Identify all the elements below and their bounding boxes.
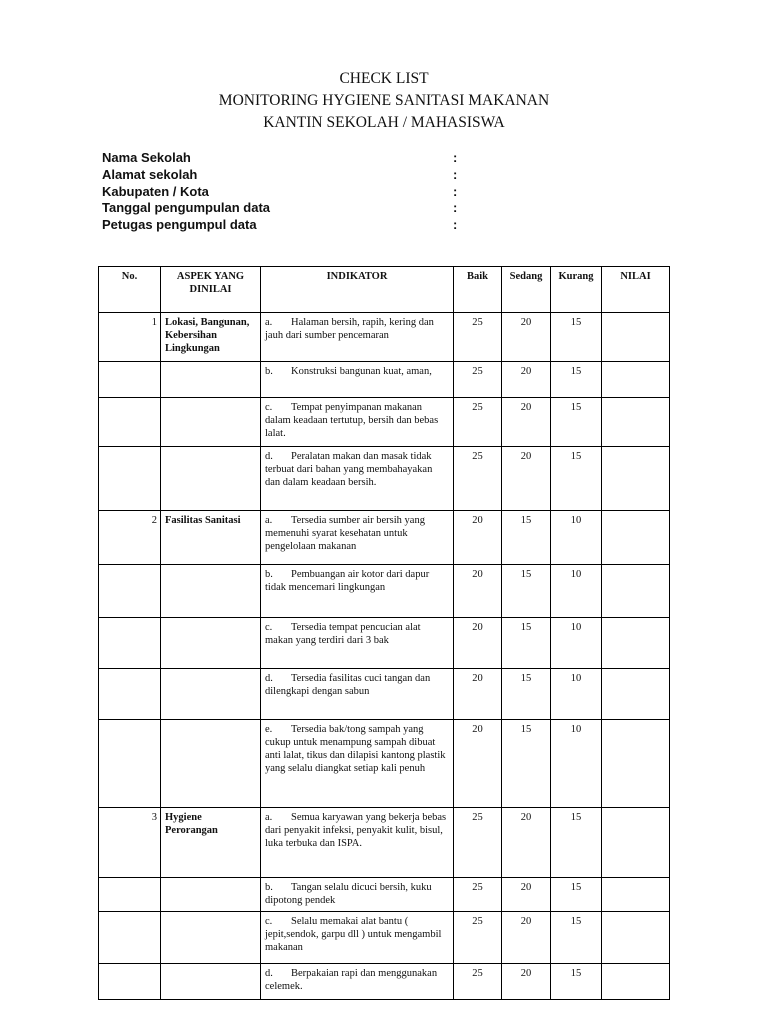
- row-kurang: 10: [551, 618, 602, 669]
- row-indikator: [261, 964, 454, 1000]
- row-sedang: 15: [502, 669, 551, 720]
- header-indikator: INDIKATOR: [261, 267, 454, 313]
- row-number: [99, 447, 161, 511]
- row-indikator: [261, 720, 454, 808]
- row-kurang: 10: [551, 669, 602, 720]
- row-aspek: [161, 565, 261, 618]
- row-sedang: 20: [502, 313, 551, 362]
- row-indikator: [261, 808, 454, 878]
- row-indikator: [261, 878, 454, 912]
- info-label: Petugas pengumpul data: [102, 217, 257, 233]
- row-kurang: 15: [551, 398, 602, 447]
- row-aspek: [161, 669, 261, 720]
- info-colon: :: [453, 150, 458, 165]
- title-line-3: KANTIN SEKOLAH / MAHASISWA: [263, 114, 505, 131]
- info-label: Tanggal pengumpulan data: [102, 200, 271, 216]
- indikator-letter: c.: [265, 622, 273, 633]
- row-nilai[interactable]: [602, 720, 670, 808]
- row-sedang: 15: [502, 511, 551, 565]
- indikator-text: Konstruksi bangunan kuat, aman,: [291, 366, 432, 377]
- info-label: Kabupaten / Kota: [102, 183, 209, 199]
- row-aspek: Hygiene Perorangan: [161, 808, 261, 878]
- row-nilai[interactable]: [602, 878, 670, 912]
- table-row: [99, 447, 670, 511]
- indikator-text: Halaman bersih, rapih, kering dan jauh dari sumber pencemaran: [265, 317, 434, 341]
- row-sedang: 15: [502, 720, 551, 808]
- row-sedang: 15: [502, 618, 551, 669]
- table-row: [99, 878, 670, 912]
- table-row: [99, 398, 670, 447]
- row-aspek: [161, 447, 261, 511]
- table-row: [99, 964, 670, 1000]
- row-number: [99, 362, 161, 398]
- row-indikator: [261, 313, 454, 362]
- row-kurang: 10: [551, 720, 602, 808]
- row-nilai[interactable]: [602, 964, 670, 1000]
- row-baik: 25: [454, 398, 502, 447]
- indikator-letter: d.: [265, 968, 273, 979]
- row-sedang: 15: [502, 565, 551, 618]
- row-number: 2: [99, 511, 161, 565]
- header-aspek: ASPEK YANG DINILAI: [161, 267, 261, 313]
- indikator-letter: b.: [265, 569, 273, 580]
- row-number: [99, 912, 161, 964]
- info-row-alamat-sekolah: [102, 167, 482, 184]
- row-aspek: [161, 362, 261, 398]
- indikator-letter: c.: [265, 402, 273, 413]
- row-kurang: 15: [551, 313, 602, 362]
- row-sedang: 20: [502, 878, 551, 912]
- row-baik: 25: [454, 912, 502, 964]
- row-aspek: [161, 878, 261, 912]
- header-kurang: Kurang: [551, 267, 602, 313]
- info-label: Alamat sekolah: [102, 166, 198, 182]
- checklist-table: [98, 266, 670, 1000]
- row-number: [99, 565, 161, 618]
- row-nilai[interactable]: [602, 313, 670, 362]
- row-baik: 20: [454, 669, 502, 720]
- table-row: [99, 565, 670, 618]
- row-sedang: 20: [502, 964, 551, 1000]
- row-aspek: [161, 720, 261, 808]
- row-nilai[interactable]: [602, 669, 670, 720]
- indikator-text: Berpakaian rapi dan menggunakan celemek.: [265, 968, 438, 992]
- row-baik: 20: [454, 720, 502, 808]
- info-row-tanggal: [102, 200, 482, 217]
- info-label: Nama Sekolah: [102, 150, 191, 165]
- row-nilai[interactable]: [602, 808, 670, 878]
- info-colon: :: [453, 217, 458, 233]
- table-row: [99, 511, 670, 565]
- indikator-text: Pembuangan air kotor dari dapur tidak mencemari lingkungan: [265, 569, 430, 593]
- row-nilai[interactable]: [602, 618, 670, 669]
- header-baik: Baik: [454, 267, 502, 313]
- indikator-text: Peralatan makan dan masak tidak terbuat dari bahan yang membahayakan dan dalam keadaan bersih.: [265, 451, 433, 488]
- row-number: [99, 964, 161, 1000]
- info-row-petugas: [102, 217, 482, 234]
- row-baik: 25: [454, 964, 502, 1000]
- row-baik: 25: [454, 808, 502, 878]
- row-indikator: [261, 447, 454, 511]
- row-baik: 25: [454, 878, 502, 912]
- info-colon: :: [453, 200, 458, 216]
- row-nilai[interactable]: [602, 362, 670, 398]
- row-number: [99, 398, 161, 447]
- info-block: [102, 150, 482, 234]
- row-number: [99, 618, 161, 669]
- table-row: [99, 720, 670, 808]
- table-header-row: [99, 267, 670, 313]
- indikator-letter: d.: [265, 451, 273, 462]
- row-number: 1: [99, 313, 161, 362]
- row-indikator: [261, 565, 454, 618]
- row-aspek: Lokasi, Bangunan, Kebersihan Lingkungan: [161, 313, 261, 362]
- indikator-text: Tersedia fasilitas cuci tangan dan dilengkapi dengan sabun: [265, 673, 431, 697]
- info-colon: :: [453, 166, 458, 182]
- indikator-letter: c.: [265, 916, 273, 927]
- table-row: [99, 669, 670, 720]
- indikator-letter: a.: [265, 812, 273, 823]
- table-row: [99, 912, 670, 964]
- row-nilai[interactable]: [602, 447, 670, 511]
- table-row: [99, 362, 670, 398]
- row-number: [99, 669, 161, 720]
- indikator-text: Tersedia bak/tong sampah yang cukup untuk menampung sampah dibuat anti lalat, tikus dan dilapisi kantong plastik yang selalu diangkat setiap kali penuh: [265, 724, 446, 774]
- indikator-letter: e.: [265, 724, 273, 735]
- row-baik: 25: [454, 447, 502, 511]
- row-baik: 20: [454, 565, 502, 618]
- indikator-text: Tempat penyimpanan makanan dalam keadaan tertutup, bersih dan bebas lalat.: [265, 402, 439, 439]
- indikator-text: Selalu memakai alat bantu ( jepit,sendok, garpu dll ) untuk mengambil makanan: [265, 916, 442, 953]
- table-row: [99, 618, 670, 669]
- row-baik: 25: [454, 313, 502, 362]
- indikator-letter: b.: [265, 882, 273, 893]
- row-sedang: 20: [502, 912, 551, 964]
- row-sedang: 20: [502, 398, 551, 447]
- header-nilai: NILAI: [602, 267, 670, 313]
- indikator-letter: b.: [265, 366, 273, 377]
- info-row-nama-sekolah: [102, 150, 482, 167]
- row-kurang: 15: [551, 912, 602, 964]
- row-kurang: 10: [551, 565, 602, 618]
- row-indikator: [261, 618, 454, 669]
- row-sedang: 20: [502, 362, 551, 398]
- row-kurang: 15: [551, 362, 602, 398]
- row-nilai[interactable]: [602, 398, 670, 447]
- row-indikator: [261, 511, 454, 565]
- row-kurang: 15: [551, 808, 602, 878]
- row-aspek: [161, 912, 261, 964]
- row-nilai[interactable]: [602, 565, 670, 618]
- row-indikator: [261, 912, 454, 964]
- indikator-letter: d.: [265, 673, 273, 684]
- row-aspek: [161, 618, 261, 669]
- row-indikator: [261, 362, 454, 398]
- row-baik: 20: [454, 618, 502, 669]
- row-number: [99, 720, 161, 808]
- row-nilai[interactable]: [602, 511, 670, 565]
- row-kurang: 15: [551, 447, 602, 511]
- row-kurang: 15: [551, 878, 602, 912]
- header-sedang: Sedang: [502, 267, 551, 313]
- indikator-text: Tangan selalu dicuci bersih, kuku dipotong pendek: [265, 882, 432, 906]
- indikator-letter: a.: [265, 317, 273, 328]
- table-row: [99, 313, 670, 362]
- indikator-text: Tersedia sumber air bersih yang memenuhi syarat kesehatan untuk pengelolaan makanan: [265, 515, 425, 552]
- row-baik: 20: [454, 511, 502, 565]
- row-aspek: Fasilitas Sanitasi: [161, 511, 261, 565]
- indikator-text: Semua karyawan yang bekerja bebas dari penyakit infeksi, penyakit kulit, bisul, luka terbuka dan ISPA.: [265, 812, 447, 849]
- row-aspek: [161, 398, 261, 447]
- row-number: 3: [99, 808, 161, 878]
- table-row: [99, 808, 670, 878]
- row-indikator: [261, 669, 454, 720]
- row-kurang: 15: [551, 964, 602, 1000]
- row-nilai[interactable]: [602, 912, 670, 964]
- row-baik: 25: [454, 362, 502, 398]
- header-no: No.: [99, 267, 161, 313]
- row-sedang: 20: [502, 808, 551, 878]
- info-colon: :: [453, 183, 458, 199]
- indikator-text: Tersedia tempat pencucian alat makan yang terdiri dari 3 bak: [265, 622, 421, 646]
- title-line-2: MONITORING HYGIENE SANITASI MAKANAN: [218, 92, 550, 109]
- info-row-kabupaten-kota: [102, 184, 482, 201]
- row-indikator: [261, 398, 454, 447]
- row-number: [99, 878, 161, 912]
- row-kurang: 10: [551, 511, 602, 565]
- row-aspek: [161, 964, 261, 1000]
- title-line-1: CHECK LIST: [339, 70, 429, 87]
- row-sedang: 20: [502, 447, 551, 511]
- indikator-letter: a.: [265, 515, 273, 526]
